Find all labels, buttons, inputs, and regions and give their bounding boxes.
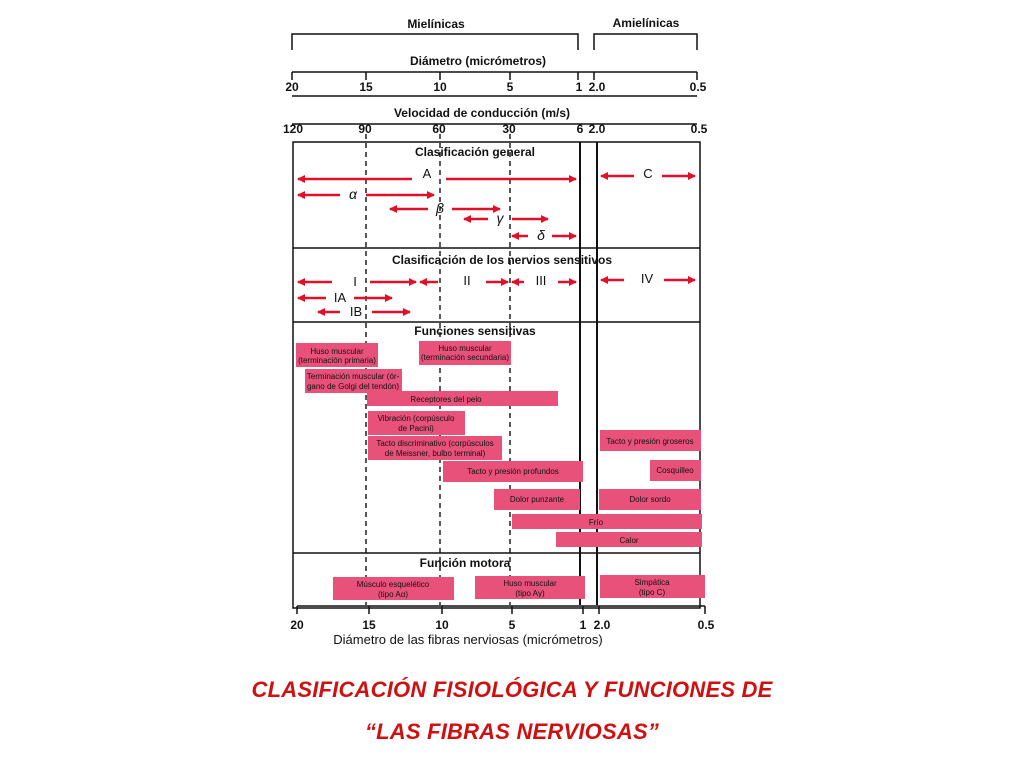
motor-bar-text: Huso muscular [503,579,557,588]
function-bar-text: Huso muscular [438,344,492,353]
sensory-label-I: I [353,274,357,289]
velocity-title: Velocidad de conducción (m/s) [393,106,571,120]
bottom-tick-label: 2.0 [593,618,611,632]
motor-bar-text: (tipo Aγ) [515,589,545,598]
diameter-tick-label: 15 [359,80,373,94]
function-bar-text: Tacto y presión groseros [606,437,694,446]
bottom-axis-ticks [297,606,705,614]
velocity-tick-label: 0.5 [690,122,708,136]
motor-bar-text: (tipo Aα) [378,590,408,599]
function-bar-text: Cosquilleo [656,466,694,475]
bottom-tick-label: 1 [579,618,587,632]
function-bar-text: Receptores del pelo [410,395,482,404]
fiber-label-delta: δ [537,227,545,243]
diameter-tick-label: 10 [433,80,447,94]
bottom-tick-label: 10 [435,618,449,632]
function-bar-text: Tacto discriminativo (corpúsculos [376,439,494,448]
motor-bar-text: Músculo esquelético [356,580,430,589]
motor-function-title: Función motora [419,556,511,570]
function-bar-text: Dolor sordo [629,495,671,504]
function-bar-text: (terminación secundaria) [420,353,510,362]
motor-bar-text: (tipo C) [638,588,666,597]
myelinated-label: Mielínicas [407,17,465,31]
unmyelinated-label: Amielínicas [612,16,680,30]
bottom-tick-label: 0.5 [697,618,715,632]
slide-caption-line2: “LAS FIBRAS NERVIOSAS” [364,719,660,744]
diameter-tick-label: 20 [285,80,299,94]
function-bar-text: Terminación muscular (ór- [306,372,400,381]
fiber-label-gamma: γ [496,210,504,226]
fiber-label-A: A [422,166,432,181]
myelinated-bracket [292,34,578,50]
function-bar-text: Vibración (corpúsculo [377,414,455,423]
bottom-tick-label: 5 [508,618,516,632]
velocity-tick-label: 2.0 [588,122,606,136]
function-bar-text: Calor [619,536,639,545]
general-arrows [298,176,695,236]
slide-caption-line1: CLASIFICACIÓN FISIOLÓGICA Y FUNCIONES DE [251,677,773,702]
function-bar-text: Tacto y presión profundos [467,467,559,476]
velocity-tick-label: 90 [358,122,372,136]
fiber-label-C: C [643,166,653,181]
sensory-functions-title: Funciones sensitivas [414,324,536,338]
motor-bar-text: Simpática [634,578,670,587]
velocity-tick-label: 60 [432,122,446,136]
general-classification-title: Clasificación general [414,145,536,159]
sensory-label-II: II [463,273,471,288]
diameter-title: Diámetro (micrómetros) [409,54,547,68]
diameter-tick-label: 5 [506,80,514,94]
diameter-tick-label: 0.5 [689,80,707,94]
velocity-tick-label: 30 [502,122,516,136]
bottom-tick-label: 15 [362,618,376,632]
fiber-label-beta: β [436,200,444,216]
diameter-ticks [292,72,697,80]
velocity-tick-label: 6 [576,122,584,136]
sensory-label-IA: IA [333,290,347,305]
sensory-label-IV: IV [640,271,654,286]
bottom-axis-title: Diámetro de las fibras nerviosas (micrómetros) [333,632,603,647]
function-bar-text: (terminación primaria) [298,356,376,365]
function-bar-text: Huso muscular [310,347,364,356]
diameter-tick-label: 1 [575,80,583,94]
bottom-tick-label: 20 [290,618,304,632]
function-bar-text: de Meissner, bulbo terminal) [384,449,486,458]
function-bar-text: de Pacini) [398,424,434,433]
function-bar-text: Dolor punzante [509,495,565,504]
function-bar-text: gano de Golgi del tendón) [306,382,400,391]
velocity-tick-label: 120 [282,122,304,136]
diameter-tick-label: 2.0 [588,80,606,94]
fiber-label-alpha: α [349,186,357,202]
sensory-label-III: III [535,273,547,288]
unmyelinated-bracket [594,34,697,50]
sensory-label-IB: IB [349,304,363,319]
function-bar [512,514,702,529]
function-bar-text: Frío [588,518,604,527]
sensory-classification-title: Clasificación de los nervios sensitivos [391,253,613,267]
